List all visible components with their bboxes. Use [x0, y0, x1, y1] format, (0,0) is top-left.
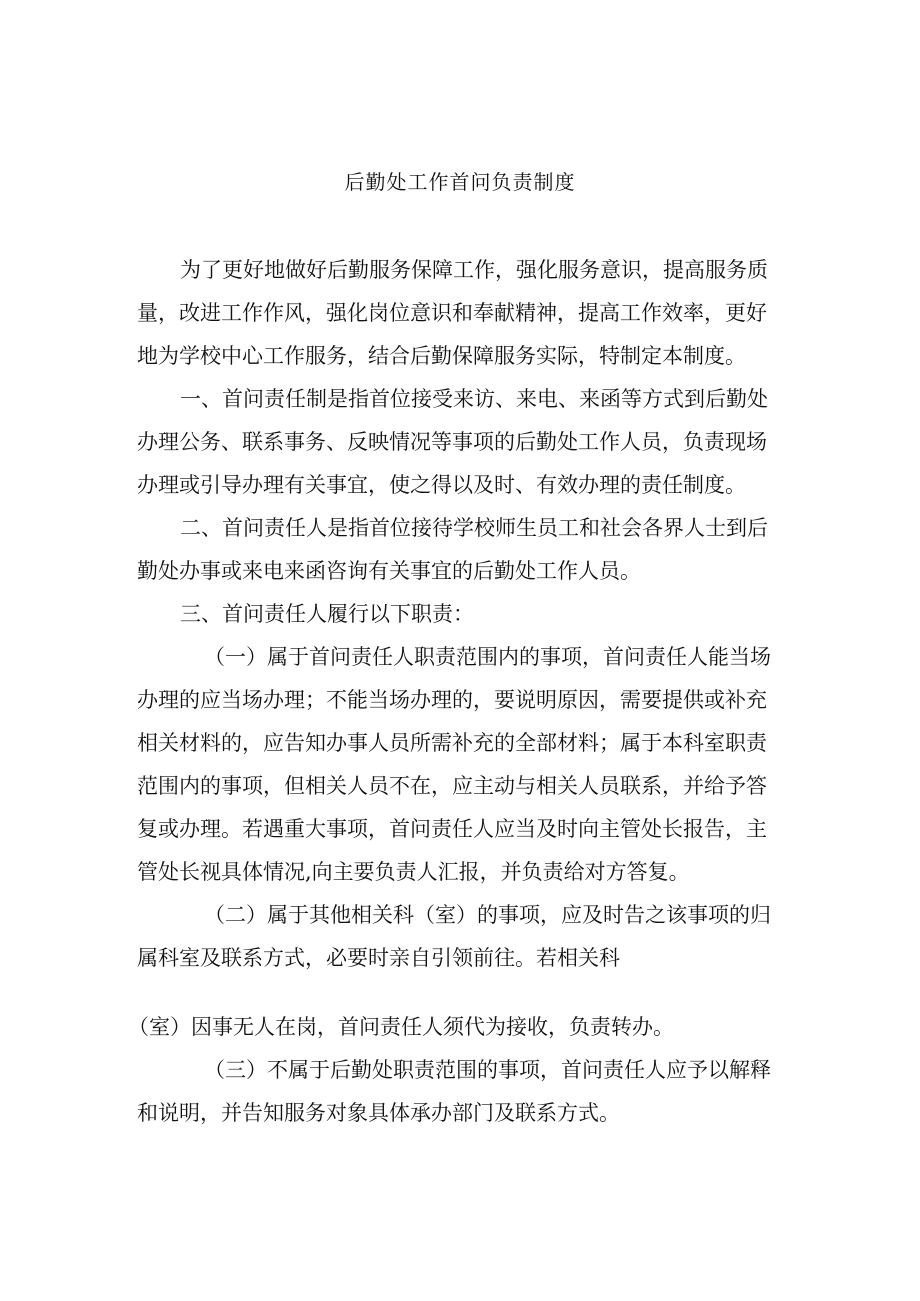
paragraph-line: 复或办理。若遇重大事项，首问责任人应当及时向主管处长报告，主 [137, 817, 767, 841]
paragraph-line: 办理公务、联系事务、反映情况等事项的后勤处工作人员，负责现场 [137, 430, 767, 454]
paragraph-line: 二、首问责任人是指首位接待学校师生员工和社会各界人士到后 [180, 516, 768, 540]
paragraph-line: 属科室及联系方式，必要时亲自引领前往。若相关科 [137, 946, 620, 970]
paragraph-line: （室）因事无人在岗，首问责任人须代为接收，负责转办。 [128, 1015, 674, 1039]
paragraph-line: （一）属于首问责任人职责范围内的事项，首问责任人能当场 [204, 645, 771, 669]
paragraph-line: （三）不属于后勤处职责范围的事项，首问责任人应予以解释 [204, 1058, 771, 1082]
paragraph-line: （二）属于其他相关科（室）的事项，应及时告之该事项的归 [204, 903, 771, 927]
paragraph-line: 为了更好地做好后勤服务保障工作，强化服务意识，提高服务质 [180, 258, 768, 282]
paragraph-line: 地为学校中心工作服务，结合后勤保障服务实际，特制定本制度。 [137, 344, 746, 368]
paragraph-line: 和说明，并告知服务对象具体承办部门及联系方式。 [137, 1101, 620, 1125]
paragraph-line: 办理的应当场办理；不能当场办理的，要说明原因，需要提供或补充 [137, 688, 767, 712]
paragraph-line: 相关材料的，应告知办事人员所需补充的全部材料；属于本科室职责 [137, 731, 767, 755]
paragraph-line: 一、首问责任制是指首位接受来访、来电、来函等方式到后勤处 [180, 387, 768, 411]
paragraph-line: 范围内的事项，但相关人员不在，应主动与相关人员联系，并给予答 [137, 774, 767, 798]
paragraph-line: 量，改进工作作风，强化岗位意识和奉献精神，提高工作效率，更好 [137, 301, 767, 325]
paragraph-line: 管处长视具体情况,向主要负责人汇报，并负责给对方答复。 [137, 860, 690, 884]
paragraph-line: 办理或引导办理有关事宜，使之得以及时、有效办理的责任制度。 [137, 473, 746, 497]
paragraph-line: 三、首问责任人履行以下职责： [180, 602, 474, 626]
paragraph-line: 勤处办事或来电来函咨询有关事宜的后勤处工作人员。 [137, 559, 641, 583]
document-title: 后勤处工作首问负责制度 [344, 170, 576, 194]
